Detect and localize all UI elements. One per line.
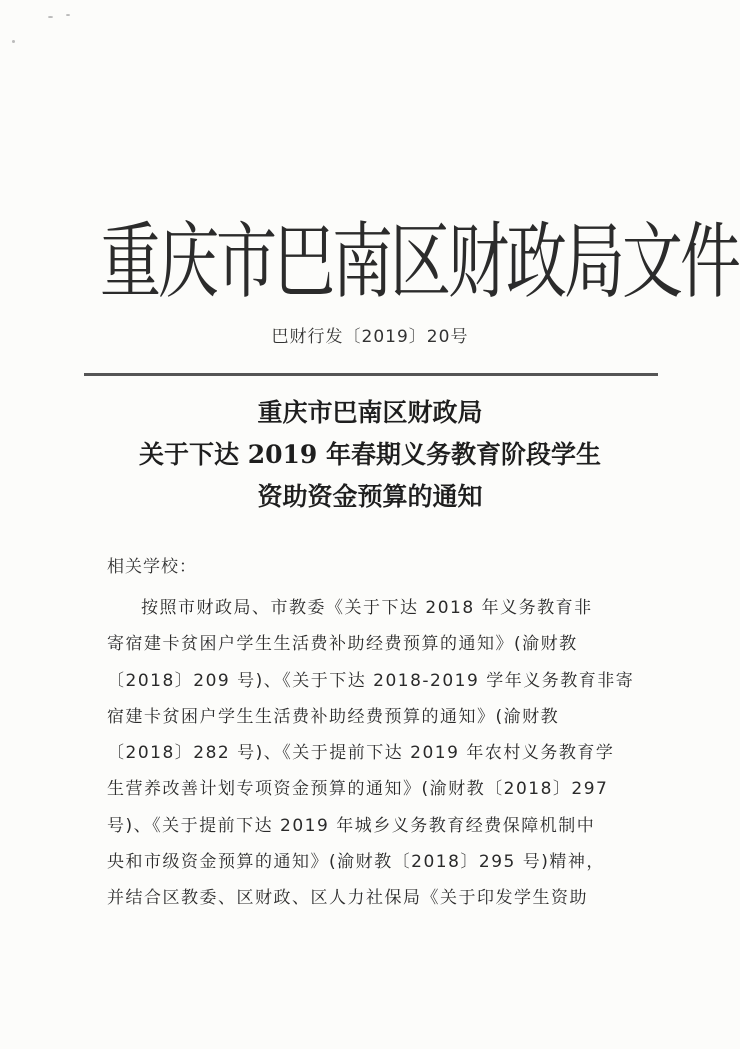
body-line: 号)、《关于提前下达 2019 年城乡义务教育经费保障机制中: [107, 815, 596, 836]
body-line: 生营养改善计划专项资金预算的通知》(渝财教〔2018〕297: [107, 779, 609, 800]
issuing-authority-title: 重庆市巴南区财政局文件: [100, 213, 739, 310]
header-divider: [84, 373, 658, 376]
scan-speck: [48, 16, 53, 18]
body-paragraph: [107, 590, 637, 917]
scan-speck: [12, 40, 15, 43]
title-line: 关于下达 2019 年春期义务教育阶段学生: [139, 440, 601, 469]
body-line: 按照市财政局、市教委《关于下达 2018 年义务教育非: [141, 598, 593, 618]
body-line: 寄宿建卡贫困户学生生活费补助经费预算的通知》(渝财教: [107, 634, 578, 655]
title-line: 重庆市巴南区财政局: [257, 398, 483, 427]
body-line: 宿建卡贫困户学生生活费补助经费预算的通知》(渝财教: [107, 706, 560, 727]
salutation: 相关学校：: [107, 557, 197, 577]
document-number: 巴财行发〔2019〕20号: [271, 327, 469, 347]
body-line: 央和市级资金预算的通知》(渝财教〔2018〕295 号)精神，: [107, 852, 605, 873]
document-title: [0, 392, 740, 518]
body-line: 并结合区教委、区财政、区人力社保局《关于印发学生资助: [107, 888, 588, 909]
scan-speck: [66, 14, 70, 16]
body-line: 〔2018〕209 号)、《关于下达 2018-2019 学年义务教育非寄: [107, 670, 635, 691]
body-line: 〔2018〕282 号)、《关于提前下达 2019 年农村义务教育学: [107, 743, 615, 764]
title-line: 资助资金预算的通知: [257, 482, 483, 511]
